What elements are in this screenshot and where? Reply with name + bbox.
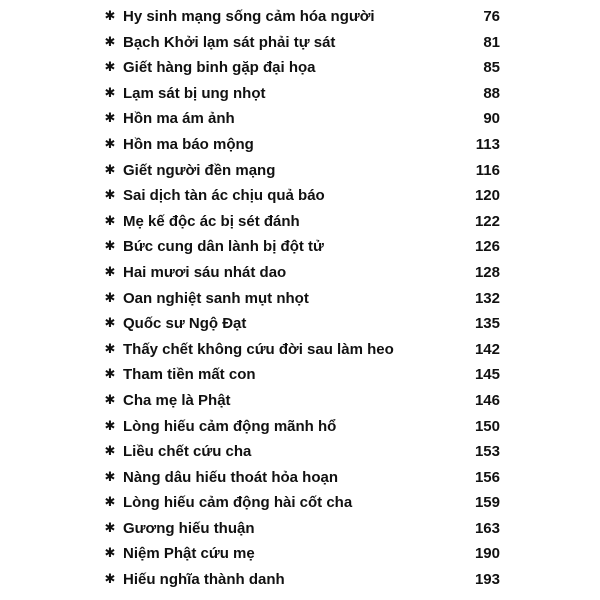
toc-entry [0, 439, 600, 465]
toc-entry-page-number: 190 [474, 545, 500, 563]
toc-entry-title: Giết hàng binh gặp đại họa [123, 59, 316, 77]
toc-entry-title: Tham tiền mất con [123, 366, 256, 384]
toc-entry-page-number: 156 [474, 468, 500, 486]
toc-entry-page-number: 122 [474, 212, 500, 230]
toc-entry-title: Hồn ma báo mộng [123, 135, 254, 153]
toc-entry-title: Bạch Khởi lạm sát phải tự sát [123, 33, 336, 51]
asterisk-bullet-icon: ✱ [104, 546, 116, 562]
asterisk-bullet-icon: ✱ [104, 469, 116, 485]
toc-entry-page-number: 113 [475, 135, 500, 153]
toc-entry-title: Niệm Phật cứu mẹ [123, 545, 255, 563]
toc-entry-page-number: 142 [474, 340, 500, 358]
toc-entry-title: Lòng hiếu cảm động mãnh hổ [123, 417, 337, 435]
toc-entry [0, 209, 600, 235]
toc-entry-page-number: 116 [475, 161, 500, 179]
toc-entry [0, 465, 600, 491]
toc-entry [0, 234, 600, 260]
toc-entry [0, 414, 600, 440]
asterisk-bullet-icon: ✱ [104, 572, 116, 588]
asterisk-bullet-icon: ✱ [104, 264, 116, 280]
asterisk-bullet-icon: ✱ [104, 60, 116, 76]
asterisk-bullet-icon: ✱ [104, 136, 116, 152]
table-of-contents [0, 4, 600, 593]
toc-entry-title: Quốc sư Ngộ Đạt [123, 315, 247, 333]
asterisk-bullet-icon: ✱ [104, 85, 116, 101]
toc-entry-title: Nàng dâu hiếu thoát hỏa hoạn [123, 468, 338, 486]
asterisk-bullet-icon: ✱ [104, 392, 116, 408]
toc-entry [0, 567, 600, 593]
asterisk-bullet-icon: ✱ [104, 239, 116, 255]
toc-entry [0, 541, 600, 567]
asterisk-bullet-icon: ✱ [104, 418, 116, 434]
toc-entry-page-number: 85 [483, 59, 500, 77]
toc-entry-title: Mẹ kế độc ác bị sét đánh [123, 212, 300, 230]
toc-entry [0, 158, 600, 184]
toc-entry-title: Cha mẹ là Phật [123, 391, 231, 409]
toc-entry-title: Hồn ma ám ảnh [123, 110, 235, 128]
toc-entry-title: Liều chết cứu cha [123, 443, 252, 461]
toc-entry-page-number: 150 [474, 417, 500, 435]
toc-entry-title: Giết người đền mạng [123, 161, 276, 179]
toc-entry [0, 30, 600, 56]
toc-entry [0, 388, 600, 414]
toc-entry-title: Lạm sát bị ung nhọt [123, 84, 266, 102]
toc-entry [0, 490, 600, 516]
toc-entry-page-number: 159 [474, 494, 500, 512]
toc-entry [0, 362, 600, 388]
toc-entry-title: Hai mươi sáu nhát dao [123, 263, 287, 281]
toc-entry [0, 81, 600, 107]
toc-entry-title: Bức cung dân lành bị đột tử [123, 238, 324, 256]
toc-entry [0, 311, 600, 337]
toc-entry [0, 516, 600, 542]
asterisk-bullet-icon: ✱ [104, 444, 116, 460]
asterisk-bullet-icon: ✱ [104, 9, 116, 24]
toc-entry-title: Thấy chết không cứu đời sau làm heo [123, 340, 394, 358]
toc-entry-page-number: 193 [474, 571, 500, 589]
toc-entry-page-number: 128 [474, 263, 500, 281]
toc-entry-page-number: 120 [474, 187, 500, 205]
toc-entry-page-number: 132 [474, 289, 500, 307]
toc-entry [0, 132, 600, 158]
asterisk-bullet-icon: ✱ [104, 520, 116, 536]
toc-entry [0, 183, 600, 209]
toc-entry [0, 106, 600, 132]
toc-entry-title: Hy sinh mạng sống cảm hóa người [123, 8, 375, 25]
asterisk-bullet-icon: ✱ [104, 316, 116, 332]
toc-entry-page-number: 146 [474, 391, 500, 409]
toc-entry-page-number: 126 [474, 238, 500, 256]
toc-entry-title: Gương hiếu thuận [123, 519, 255, 537]
asterisk-bullet-icon: ✱ [104, 162, 116, 178]
asterisk-bullet-icon: ✱ [104, 34, 116, 50]
asterisk-bullet-icon: ✱ [104, 290, 116, 306]
toc-entry-page-number: 135 [474, 315, 500, 333]
toc-entry-page-number: 163 [474, 519, 500, 537]
toc-entry [0, 260, 600, 286]
toc-entry [0, 286, 600, 312]
toc-entry-page-number: 81 [483, 33, 500, 51]
asterisk-bullet-icon: ✱ [104, 213, 116, 229]
asterisk-bullet-icon: ✱ [104, 111, 116, 127]
toc-entry-page-number: 90 [483, 110, 500, 128]
toc-entry-page-number: 88 [483, 84, 500, 102]
toc-entry [0, 4, 600, 30]
asterisk-bullet-icon: ✱ [104, 495, 116, 511]
toc-entry-title: Hiếu nghĩa thành danh [123, 571, 285, 589]
toc-entry-page-number: 145 [474, 366, 500, 384]
asterisk-bullet-icon: ✱ [104, 367, 116, 383]
toc-entry-page-number: 76 [483, 8, 500, 25]
toc-entry [0, 55, 600, 81]
toc-entry-page-number: 153 [474, 443, 500, 461]
asterisk-bullet-icon: ✱ [104, 188, 116, 204]
toc-entry-title: Oan nghiệt sanh mụt nhọt [123, 289, 309, 307]
toc-entry-title: Lòng hiếu cảm động hài cốt cha [123, 494, 353, 512]
toc-entry-title: Sai dịch tàn ác chịu quả báo [123, 187, 325, 205]
asterisk-bullet-icon: ✱ [104, 341, 116, 357]
toc-entry [0, 337, 600, 363]
